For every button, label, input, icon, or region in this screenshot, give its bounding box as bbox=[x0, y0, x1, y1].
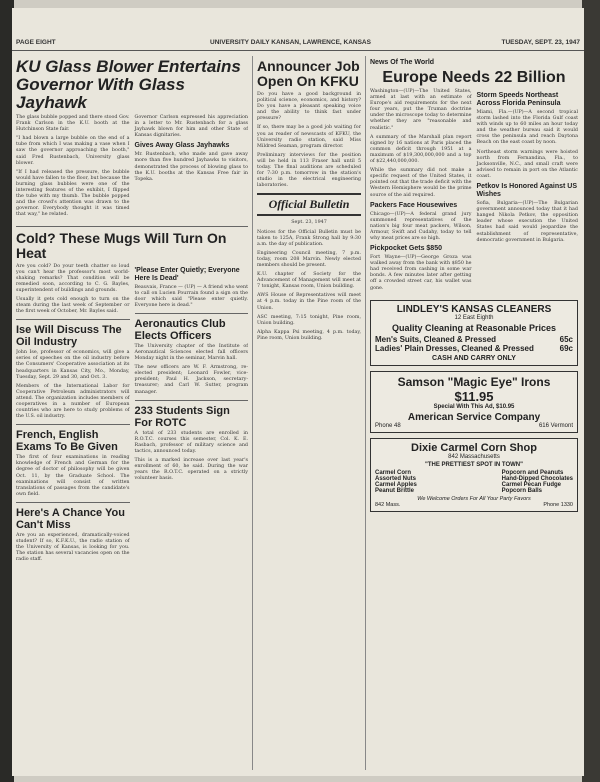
story-paragraph: Sofia, Bulgaria—(UP)—The Bulgarian government announced today that it had hanged Nikola Petkov, the opposition leader whose execution the United States had said would jeopardize the establishment of representative, democratic government in Bulgaria. bbox=[476, 201, 578, 243]
headline-oil-industry: Ise Will Discuss The Oil Industry bbox=[16, 324, 122, 349]
ad-footer: CASH AND CARRY ONLY bbox=[432, 354, 516, 362]
story-paragraph: Usually it gets cold enough to turn on the steam during the last week of September or the first week of October, Mr. Bayles said. bbox=[16, 296, 130, 315]
official-bulletin-banner: Official Bulletin bbox=[257, 193, 361, 216]
ad-product: Hand-Dipped Chocolates bbox=[501, 475, 573, 482]
cold-story bbox=[16, 264, 248, 567]
ad-product: Popcorn and Peanuts bbox=[501, 469, 564, 476]
headline-please-enter: 'Please Enter Quietly; Everyone Here Is Dead' bbox=[134, 266, 240, 282]
ad-price-row bbox=[375, 335, 573, 344]
story-paragraph: Mr. Rustenbach, who made and gave away more than five hundred Jayhawks to visitors, demonstrated the process of blowing glass to the K.U. booths at the Kansas Free fair in Topeka. bbox=[134, 152, 248, 182]
newspaper-page bbox=[12, 8, 584, 776]
ad-product: Peanut Brittle bbox=[375, 487, 415, 494]
ad-product: Carmel Apples bbox=[375, 481, 417, 488]
story-paragraph: A summary of the Marshall plan report signed by 16 nations at Paris placed the common deficit through 1951 at a maximum of $19,300,000,000 and a top of $22,440,000,000. bbox=[370, 134, 472, 165]
bulletin-notice: AWS House of Representatives will meet at 4 p.m. today in the Pine room of the Union. bbox=[257, 293, 361, 311]
ad-item-price: 65c bbox=[559, 334, 573, 344]
column-rule bbox=[252, 56, 253, 770]
bulletin-notice: Alpha Kappa Psi meeting, 4 p.m. today, Pine room, Union building. bbox=[257, 329, 361, 341]
ad-product-list bbox=[375, 470, 573, 494]
divider bbox=[135, 400, 249, 401]
column-right bbox=[370, 56, 578, 770]
story-paragraph: Fort Wayne—(UP)—George Groza was walked away from the bank with $850 he had received from cashing in some war bonds. A few minutes later after getting off a crowded street car, his wallet was gone. bbox=[370, 255, 472, 291]
story-paragraph: "I had blown a large bubble on the end of a tube from which I was making a vase when I saw the governor approaching the booth," said Fred Rustenbach, University glass blower. bbox=[16, 136, 130, 166]
bulletin-notice: K.U. chapter of Society for the Advancement of Management will meet at 7 tonight, Kansas room, Union building. bbox=[257, 272, 361, 290]
headline-packers: Packers Face Housewives bbox=[370, 201, 458, 209]
column-middle bbox=[257, 56, 361, 770]
story-paragraph: A total of 233 students are enrolled in R.O.T.C. courses this semester, Col. K. E. Rasbach, professor of military science and tactics, announced today. bbox=[134, 430, 248, 454]
headline-announcer: Announcer Job Open On KFKU bbox=[257, 58, 360, 89]
ad-product: Assorted Nuts bbox=[375, 475, 417, 482]
ad-item-price: 69c bbox=[559, 343, 573, 353]
ad-product: Carmel Pecan Fudge bbox=[501, 481, 562, 488]
headline-chance: Here's A Chance You Can't Miss bbox=[16, 506, 125, 531]
ad-address: 616 Vermont bbox=[538, 422, 573, 429]
headline-aeronautics: Aeronautics Club Elects Officers bbox=[134, 317, 226, 342]
headline-europe: Europe Needs 22 Billion bbox=[382, 69, 566, 86]
publication-date: TUESDAY, SEPT. 23, 1947 bbox=[501, 39, 580, 46]
ad-address: 842 Massachusetts bbox=[448, 453, 500, 460]
ad-address: 842 Mass. bbox=[375, 501, 401, 508]
ad-phone: Phone 1330 bbox=[543, 501, 573, 508]
ad-address: 12 East Eighth bbox=[454, 314, 494, 321]
page-number: PAGE EIGHT bbox=[16, 39, 56, 46]
glass-story bbox=[16, 115, 248, 222]
ad-item-label: Ladies' Plain Dresses, Cleaned & Pressed bbox=[375, 343, 534, 353]
headline-rotc: 233 Students Sign For ROTC bbox=[134, 404, 230, 429]
ad-lindley-cleaners bbox=[370, 300, 578, 366]
ad-tagline: Quality Cleaning at Reasonable Prices bbox=[391, 322, 557, 333]
divider bbox=[16, 226, 248, 227]
ad-product: Carmel Corn bbox=[375, 469, 412, 476]
story-paragraph: Beauvais, France — (UP) — A friend who went to call on Lucien Pourrain found a sign on the door which said "Please enter quietly. Everyone here is dead." bbox=[134, 284, 248, 308]
story-paragraph: Governor Carlson expressed his appreciation in a letter to Mr. Rustenbach for a glass Jayhawk blown for him and other State of Kansas dignitaries. bbox=[134, 115, 248, 139]
story-paragraph: The glass bubble popped and there stood Gov. Frank Carlson in the K.U. booth at the Hutchinson State fair. bbox=[16, 115, 130, 133]
story-paragraph: Members of the International Labor for Cooperative Petroleum administrators will attend. The organization includes members of cooperatives in a number of European countries who are here to study problems of the U.S. oil industry. bbox=[16, 383, 130, 420]
ad-footer: We Welcome Orders For All Your Party Favors bbox=[417, 495, 531, 502]
story-paragraph: This is a marked increase over last year's enrollment of 60, he said. During the war years the R.O.T.C. operated on a strictly volunteer basis. bbox=[134, 458, 248, 482]
divider bbox=[16, 502, 130, 503]
ad-store: American Service Company bbox=[407, 411, 541, 423]
ad-title: Dixie Carmel Corn Shop bbox=[411, 441, 537, 454]
story-paragraph: While the summary did not make a specific request of the United States, it pointed out that the trade deficit with the Western Hemisphere would be the prime source of the aid required. bbox=[370, 168, 472, 198]
ad-dixie-corn-shop bbox=[370, 438, 578, 512]
bulletin-notice: ASC meeting, 7:15 tonight, Pine room, Union building. bbox=[257, 314, 361, 326]
story-paragraph: Northeast storm warnings were hoisted north from Fernandina, Fla., to Jacksonville, N.C., and small craft were advised to remain in port on the Atlantic coast. bbox=[476, 149, 578, 179]
page-edge bbox=[582, 0, 600, 782]
folio-line bbox=[12, 36, 584, 51]
ad-contact-row bbox=[375, 502, 573, 508]
story-paragraph: Washington—(UP)—The United States, armed at last with an estimate of Europe's aid requirements for the next four years, put the Truman doctrine under the microscope today to determine whether they are "reasonable and realistic." bbox=[370, 89, 472, 131]
headline-pickpocket: Pickpocket Gets $850 bbox=[370, 245, 442, 253]
bulletin-date: Sept. 23, 1947 bbox=[291, 220, 327, 226]
masthead-line: UNIVERSITY DAILY KANSAN, LAWRENCE, KANSAS bbox=[210, 39, 371, 46]
ad-title: Samson "Magic Eye" Irons bbox=[397, 374, 551, 389]
story-paragraph: Preliminary interviews for the position will be held in 113 Fraser hall until 5 today. The final auditions are scheduled for 7:30 p.m. tomorrow in the station's studio in the electrical engineering laboratories. bbox=[257, 152, 361, 189]
ad-item-label: Men's Suits, Cleaned & Pressed bbox=[375, 334, 497, 344]
ad-price-row bbox=[375, 344, 573, 353]
ad-product: Popcorn Balls bbox=[501, 487, 542, 494]
column-left bbox=[16, 56, 248, 770]
ad-title: LINDLEY'S KANSAS CLEANERS bbox=[396, 303, 552, 315]
headline-exams: French, English Exams To Be Given bbox=[16, 429, 118, 454]
ad-phone: Phone 48 bbox=[375, 422, 401, 429]
headline-petkov: Petkov Is Honored Against US Wishes bbox=[476, 183, 577, 199]
column-rule bbox=[365, 56, 366, 770]
world-news bbox=[370, 89, 578, 295]
bulletin-notice: Notices for the Official Bulletin must be taken to 125A, Frank Strong hall by 9:30 a.m. the day of publication. bbox=[257, 229, 361, 247]
story-paragraph: The first of four examinations in reading knowledge of French and German for the degree of doctor of philosophy will be given Oct. 11, by the Graduate School. The examinations will consist of written translations of passages from the candidate's own field. bbox=[16, 455, 130, 497]
story-paragraph: John Ise, professor of economics, will give a series of speeches on the oil industry before the Consumers' Cooperative association at its headquarters in Kansas City, Mo., Monday, Tuesday, Sept. 29 and 30, and Oct. 3. bbox=[16, 350, 130, 380]
section-kicker: News Of The World bbox=[370, 59, 435, 66]
divider bbox=[16, 319, 130, 320]
ad-special: Special With This Ad, $10.95 bbox=[433, 403, 515, 410]
story-paragraph: Are you an experienced, dramatically-voiced student? If so, K.F.K.U., the radio station of the University of Kansas, is looking for you. The station has several vacancies open on the radio staff. bbox=[16, 532, 130, 563]
story-paragraph: "If I had released the pressure, the bubble would have fallen to the floor, but because the burning glass bubbles were one of the interesting features of the exhibit, I flipped the tube with my thumb. The bubble popped and the crowd's attention was drawn to the governor. Everybody thought it was timed that way," he related. bbox=[16, 169, 130, 218]
story-paragraph: The new officers are W. F. Armstrong, re-elected president; Leonard Fowler, vice-president; Paul H. Jackson, secretary-treasurer; and Carl W. Sutter, program manager. bbox=[134, 365, 248, 395]
story-paragraph: Do you have a good background in political science, economics, and history? Do you have a pleasant speaking voice and the ability to think fast under pressure? bbox=[257, 92, 361, 122]
bulletin-notice: Engineering Council meeting, 7 p.m. today, room 208 Marvin. Newly elected members should be present. bbox=[257, 250, 361, 268]
ad-price: $11.95 bbox=[454, 388, 494, 404]
headline-glass-blower: KU Glass Blower Entertains Governor With Glass Jayhawk bbox=[16, 57, 241, 112]
headline-storm: Storm Speeds Northeast Across Florida Peninsula bbox=[476, 92, 561, 107]
story-paragraph: The University chapter of the Institute of Aeronautical Sciences elected fall officers Monday night in the seminar, Marvin hall. bbox=[134, 343, 248, 362]
story-paragraph: If so, there may be a good job waiting for you as reader of newscasts of KFKU, the University radio station, said Miss Mildred Seaman, program director. bbox=[257, 125, 361, 149]
story-paragraph: Chicago—(UP)—A federal grand jury summoned representatives of the nation's big four meat packers, Wilson, Armour, Swift and Cudahy, today to tell why meat prices are so high. bbox=[370, 211, 472, 241]
ad-tagline: "THE PRETTIEST SPOT IN TOWN" bbox=[425, 461, 523, 468]
subhead: Gives Away Glass Jayhawks bbox=[134, 142, 230, 150]
divider bbox=[16, 424, 130, 425]
story-paragraph: Are you cold? Do your teeth chatter so loud you can't hear the professor's most world-shaking remarks? That condition will be remedied soon, according to C. G. Bayles, superintendent of buildings and grounds. bbox=[16, 263, 130, 293]
ad-samson-irons bbox=[370, 371, 578, 433]
divider bbox=[135, 313, 249, 314]
ad-contact-row bbox=[375, 423, 573, 429]
story-paragraph: Miami, Fla.—(UP)—A second tropical storm lashed into the Florida Gulf coast with winds up to 60 miles an hour today and the weather bureau said it would cross the peninsula and reach Daytona Beach on the east coast by noon. bbox=[476, 110, 578, 146]
headline-cold-mugs: Cold? These Mugs Will Turn On Heat bbox=[16, 229, 227, 261]
